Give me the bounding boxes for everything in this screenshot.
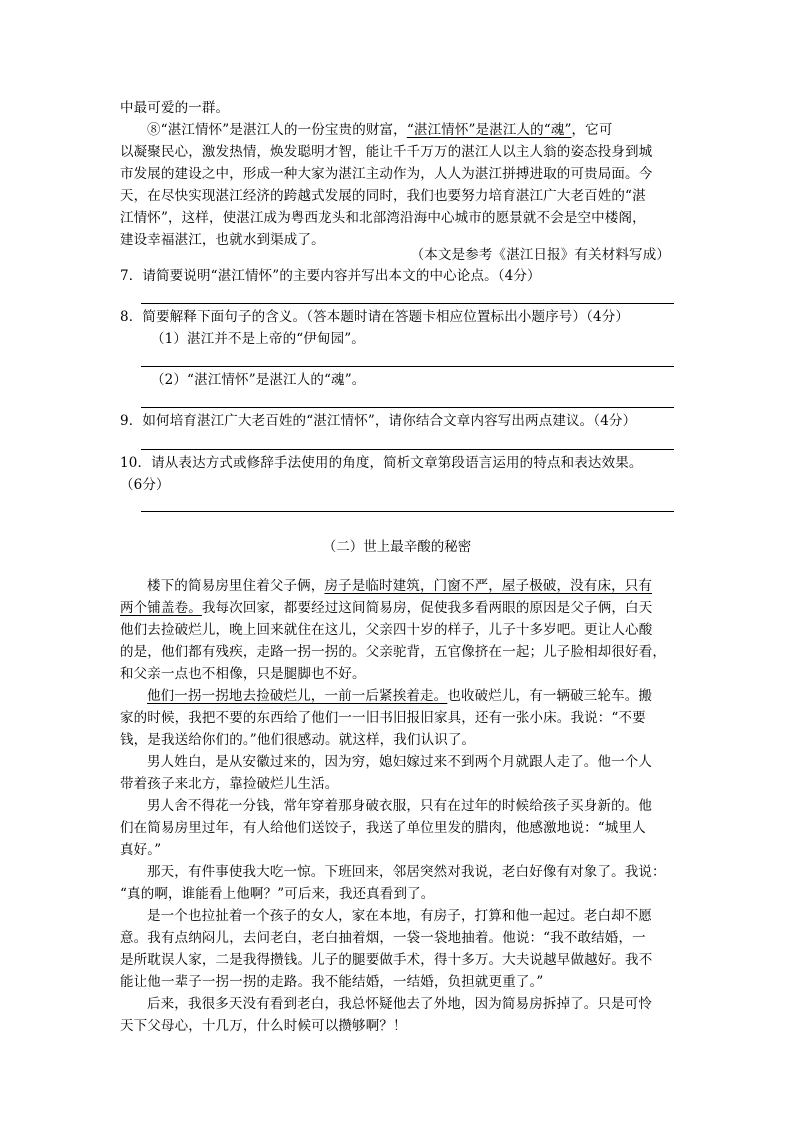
question-9: 9．如何培育湛江广大老百姓的“湛江情怀”，请你结合文章内容写出两点建议。（4分） bbox=[120, 413, 637, 429]
paragraph-8-line bbox=[147, 119, 612, 141]
passage-title: （二）世上最辛酸的秘密 bbox=[322, 539, 472, 555]
source-note: （本文是参考《湛江日报》有关材料写成） bbox=[410, 247, 670, 263]
paragraph-line: 真好。” bbox=[120, 842, 162, 858]
text-segment: 也收破烂儿，有一辆破三轮车。搬 bbox=[447, 688, 653, 704]
paragraph-line: 和父亲一点也不相像，只是腿脚也不好。 bbox=[120, 666, 366, 682]
paragraph-line: 他们去捡破烂儿，晚上回来就住在这儿，父亲四十岁的样子，儿子十多岁吧。更让人心酸 bbox=[120, 622, 653, 638]
answer-line bbox=[141, 366, 674, 367]
question-8-1: （1）湛江并不是上帝的“伊甸园”。 bbox=[151, 331, 365, 347]
paragraph-line: 们在简易房里过年，有人给他们送饺子，我送了单位里发的腊肉，他感激地说：“城里人 bbox=[120, 820, 646, 836]
paragraph-line bbox=[120, 597, 652, 619]
paragraph-8-line: 市发展的建设之中，形成一种大家为湛江主动作为，人人为湛江拼搏进取的可贵局面。今 bbox=[120, 166, 653, 182]
paragraph-line: 后来，我很多天没有看到老白，我总怀疑他去了外地，因为简易房拆掉了。只是可怜 bbox=[147, 996, 653, 1012]
text-segment: ，它可 bbox=[571, 122, 613, 138]
paragraph-line: 那天，有件事使我大吃一惊。下班回来，邻居突然对我说，老白好像有对象了。我说： bbox=[147, 864, 666, 880]
paragraph-line: 钱，是我送给你们的。”他们很感动。就这样，我们认识了。 bbox=[120, 732, 476, 748]
paragraph-line: 男人姓白，是从安徽过来的，因为穷，媳妇嫁过来不到两个月就跟人走了。他一个人 bbox=[147, 754, 653, 770]
underlined-sentence: 房子是临时建筑，门窗不严，屋子极破，没有床，只有 bbox=[324, 578, 653, 594]
passage-line: 中最可爱的一群。 bbox=[120, 100, 230, 116]
paragraph-8-line: 江情怀”，这样，使湛江成为粤西龙头和北部湾沿海中心城市的愿景就不会是空中楼阁， bbox=[120, 210, 646, 226]
question-10: 10．请从表达方式或修辞手法使用的角度，简析文章第段语言运用的特点和表达效果。 bbox=[120, 455, 643, 471]
paragraph-8-line: 天，在尽快实现湛江经济的跨越式发展的同时，我们也要努力培育湛江广大老百姓的“湛 bbox=[120, 188, 646, 204]
paragraph-line bbox=[147, 575, 652, 597]
answer-line bbox=[141, 407, 674, 408]
paragraph-line: 男人舍不得花一分钱，常年穿着那身破衣服，只有在过年的时候给孩子买身新的。他 bbox=[147, 798, 653, 814]
paragraph-line: 家的时候，我把不要的东西给了他们一一旧书旧报旧家具，还有一张小床。我说：“不要 bbox=[120, 710, 646, 726]
paragraph-line: 是一个也拉扯着一个孩子的女人，家在本地，有房子，打算和他一起过。老白却不愿 bbox=[147, 908, 653, 924]
answer-line bbox=[141, 511, 674, 512]
paragraph-8-line: 建设幸福湛江，也就水到渠成了。 bbox=[120, 232, 325, 248]
paragraph-line: 能让他一辈子一拐一拐的走路。我不能结婚，一结婚，负担就更重了。” bbox=[120, 974, 544, 990]
text-segment: 我每次回家，都要经过这间简易房，促使我多看两眼的原因是父子俩，白天 bbox=[201, 600, 653, 616]
answer-line bbox=[141, 303, 674, 304]
underlined-sentence: “湛江情怀”是湛江人的“魂” bbox=[406, 122, 572, 138]
underlined-sentence: 他们一拐一拐地去捡破烂儿，一前一后紧挨着走。 bbox=[147, 688, 448, 704]
question-7: 7．请简要说明“湛江情怀”的主要内容并写出本文的中心论点。（4分） bbox=[120, 268, 541, 284]
paragraph-line: 意。我有点纳闷儿，去问老白，老白抽着烟，一袋一袋地抽着。他说：“我不敢结婚，一 bbox=[120, 930, 646, 946]
text-segment: ⑧“湛江情怀”是湛江人的一份宝贵的财富， bbox=[147, 122, 407, 138]
underlined-sentence: 两个铺盖卷。 bbox=[120, 600, 202, 616]
paragraph-8-line: 以凝聚民心，激发热情，焕发聪明才智，能让千千万万的湛江人以主人翁的姿态投身到城 bbox=[120, 144, 653, 160]
paragraph-line: 带着孩子来北方，靠捡破烂儿生活。 bbox=[120, 776, 339, 792]
question-8-2: （2）“湛江情怀”是湛江人的“魂”。 bbox=[151, 372, 366, 388]
answer-line bbox=[141, 449, 674, 450]
question-8: 8．简要解释下面句子的含义。（答本题时请在答题卡相应位置标出小题序号）（4分） bbox=[120, 309, 630, 325]
question-10-score: （6分） bbox=[120, 477, 170, 493]
text-segment: 楼下的简易房里住着父子俩， bbox=[147, 578, 325, 594]
paragraph-line: 的是，他们都有残疾，走路一拐一拐的。父亲驼背，五官像挤在一起；儿子脸相却很好看， bbox=[120, 644, 666, 660]
paragraph-line: 天下父母心，十几万，什么时候可以攒够啊？！ bbox=[120, 1018, 407, 1034]
paragraph-line: 是所耽误人家，二是我得攒钱。儿子的腿要做手术，得十多万。大夫说越早做越好。我不 bbox=[120, 952, 653, 968]
paragraph-line bbox=[147, 685, 652, 707]
paragraph-line: “真的啊，谁能看上他啊？”可后来，我还真看到了。 bbox=[120, 886, 435, 902]
